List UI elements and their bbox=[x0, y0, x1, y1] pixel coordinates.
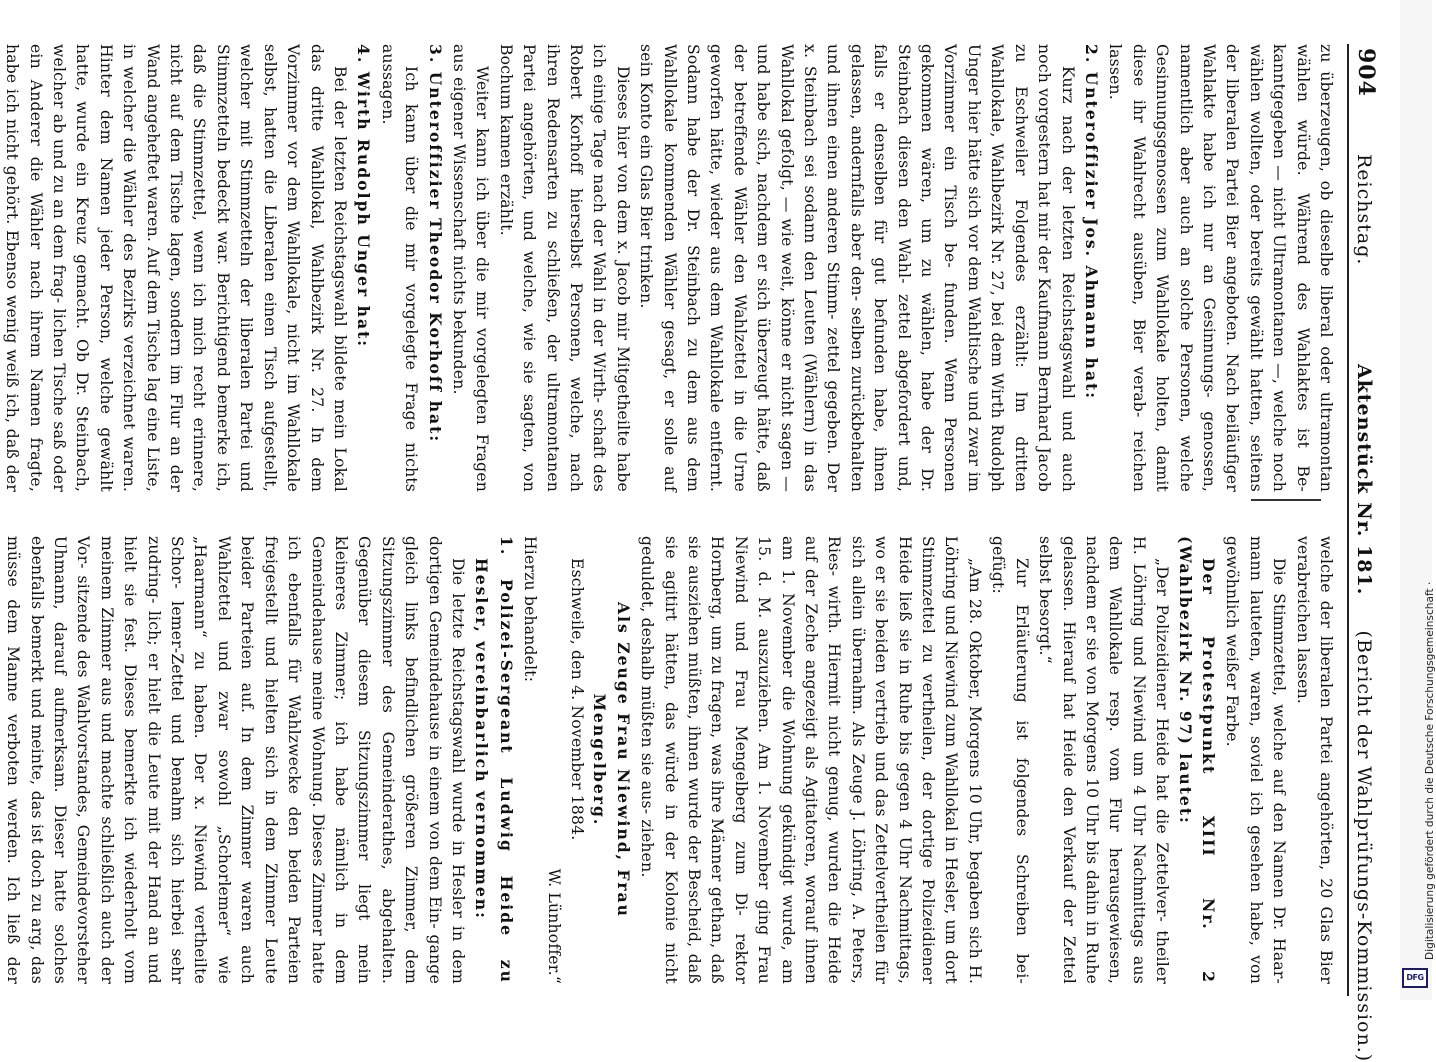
page-number: 904 bbox=[1353, 48, 1379, 97]
paragraph: Die Stimmzettel, welche auf den Namen Dr. Haar- mann lauteten, waren, soviel ich gesehen habe, von gewöhnlich weißer Farbe. bbox=[1223, 536, 1289, 984]
header-note: (Bericht der Wahlprüfungs-Kommission.) bbox=[1353, 630, 1375, 1062]
funding-note: Digitalisierung gefördert durch die Deutsche Forschungsgemeinschaft · bbox=[1424, 581, 1436, 960]
column-divider bbox=[1251, 499, 1321, 501]
paragraph: Kurz nach der letzten Reichstagswahl und auch noch vorgestern hat mir der Kaufmann Bernhard Jacob zu Eschweiler Folgendes erzählt: Im dritten Wahllokale, Wahlbezirk Nr. 27, bei dem Wirth Rudolph Unger hier hätte sich vor dem Wahltische und zwar im Vorzimmer ein Tisch be- funden. Wenn Personen gekommen wären, um zu wählen, habe der Dr. Steinbach diesen den Wahl- zettel abgefordert und, falls er denselben für gut befunden habe, ihnen gelassen, andernfalls aber den- selben zurückbehalten und ihnen einen anderen Stimm- zettel gegeben. Der x. Steinbach sei sodann den Leuten (Wählern) in das Wahllokal gefolgt, — wie weit, könne er nicht sagen — und habe sich, nachdem er sich überzeugt hätte, daß der betreffende Wähler den Wahlzettel in die Urne geworfen hätte, wieder aus dem Wahllokale entfernt. Sodann habe der Dr. Steinbach zu dem aus dem Wahllokale kommenden Wähler gesagt, er solle auf sein Konto ein Glas Bier trinken. bbox=[637, 44, 1077, 493]
paragraph: Zur Erläuterung ist folgendes Schreiben bei- gefügt: bbox=[989, 536, 1031, 984]
paragraph: Die letzte Reichstagswahl wurde in Hesler in dem dortigen Gemeindehause in einem von dem Ein- gange gleich links befindlichen größeren Zimmer, dem Sitzungszimmer des Gemeinderathes, abgehalten. Gegenüber diesem Sitzungszimmer liegt mein kleineres Zimmer; ich habe nämlich in dem Gemeindehause meine Wohnung. Dieses Zimmer hatte ich ebenfalls für Wahlzwecke den beiden Parteien freigestellt und hielten sich in dem Zimmer Leute beider Parteien auf. In dem Zimmer waren auch Wahlzettel und zwar sowohl „Schorlemer“ wie „Haarmann“ zu haben. Der x. Niewind vertheilte Schor- lemer-Zettel und benahm sich hierbei sehr zudring- lich; er hielt die Leute mit der Hand an und hielt sie fest. Dieses bemerkte ich wiederholt vom meinem Zimmer aus und machte schließlich auch der Vor- sitzende des Wahlvorstandes, Gemeindevorsteher Uhmann, darauf aufmerksam. Dieser hatte solches ebenfalls bemerkt und meinte, das ist doch zu arg, das müsse dem Manne verboten werden. Ich ließ der bbox=[4, 536, 467, 984]
running-header bbox=[1353, 154, 1375, 1062]
paragraph: welche der liberalen Partei angehörten, 20 Glas Bier verabreichen lassen. bbox=[1293, 536, 1335, 984]
paragraph: zu überzeugen, ob dieselbe liberal oder ultramontan wählen würde. Während des Wahlaktes ist Be- kanntgegeben — nicht Ultramontanen —, welche noch wählen wollten, oder bereits gewählt hatten, seitens der liberalen Partei Bier angeboten. Nach beiläufiger Wahlakte habe ich nur an Gesinnungs- genossen, namentlich aber auch an solche Personen, welche Gesinnungsgenossen zum Wahllokale holten, damit diese ihr Wahlrecht ausüben, Bier verab- reichen lassen. bbox=[1106, 44, 1335, 492]
paragraph: „Der Polizeidiener Heide hat die Zettelver- theiler H. Löhring und Niewind um 4 Uhr Nachmittags aus dem Wahllokale resp. vom Flur herausgewiesen, nachdem er sie von Morgens 10 Uhr bis dahin in Ruhe gelassen. Hierauf hat Heide den Verkauf der Zettel selbst besorgt.“ bbox=[1036, 536, 1172, 984]
witness-line: Als Zeuge Frau Niewind, Frau Mengelberg. bbox=[590, 601, 633, 918]
witness-heading: 1. Polizei-Sergeant Ludwig Heide zu Hesler, vereinbarlich vernommen: bbox=[472, 536, 516, 984]
witness-heading: 3. Unteroffizier Theodor Korhoff hat: bbox=[425, 44, 445, 444]
paragraph: Ich kann über die mir vorgelegte Frage nichts aussagen. bbox=[378, 44, 421, 492]
paragraph: Weiter kann ich über die mir vorgelegten Fragen aus eigener Wissenschaft nichts bekunden. bbox=[449, 44, 492, 492]
digitization-sidebar bbox=[1400, 0, 1436, 1000]
left-column bbox=[3, 44, 1337, 493]
dfg-logo: DFG bbox=[1402, 968, 1428, 988]
witness-heading: 2. Unteroffizier Jos. Ahmann hat: bbox=[1081, 44, 1101, 401]
paragraph: „Am 28. Oktober, Morgens 10 Uhr, begaben sich H. Löhring und Niewind zum Wahllokal in Hesler, um dort Stimmzettel zu vertheilen, der dortige Polizeidiener Heide ließ sie in Ruhe bis gegen 4 Uhr Nachmittags, wo er sie beiden vertrieb und das Zettelvertheilen für sich allein übernahm. Als Zeuge J. Löhring, A. Peters, Ries- wirth. Hiermit nicht genug, wurden die Heide auf der Zeche angezeigt als Agitatoren, worauf ihnen am 1. November die Wohnung gekündigt wurde, am 15. d. M. auszuziehen. Am 1. November ging Frau Niewind und Frau Mengelberg zum Di- rektor Hornberg, um zu fragen, was ihre Männer gethan, daß sie ausziehen müßten, ihnen wurde der Bescheid, daß sie agitirt hätten, das würde in der Kolonie nicht geduldet, deshalb müßten sie aus- ziehen. bbox=[638, 536, 984, 984]
protest-heading: Der Protestpunkt XIII Nr. 2 (Wahlbezirk Nr. 97) lautet: bbox=[1175, 536, 1218, 984]
place-date: Eschweile, den 4. November 1884. bbox=[568, 558, 586, 841]
header-section: Reichstag. bbox=[1353, 154, 1375, 266]
paragraph: Hierzu behandelt: bbox=[521, 536, 540, 683]
header-document: Aktenstück Nr. 181. bbox=[1353, 363, 1375, 596]
paragraph: Dieses hier von dem x. Jacob mir Mitgetheilte habe ich einige Tage nach der Wahl in der Wirth- schaft des Robert Korhoff hierselbst Personen, welche, nach ihren Redensarten zu schließen, der ultramontanen Partei angehörten, und welche, wie sie sagten, von Bochum kamen erzählt. bbox=[496, 44, 632, 492]
page-header bbox=[1347, 44, 1379, 1062]
right-column bbox=[4, 536, 1337, 984]
paragraph: Bei der letzten Reichstagswahl bildete mein Lokal das dritte Wahllokal, Wahlbezirk Nr. 27. In dem Vorzimmer vor dem Wahllokale, nicht im Wahllokale selbst, hatten die Liberalen einen Tisch aufgestellt, welcher mit Stimmzetteln der liberalen Partei und Stimmzetteln bedeckt war. Berichtigend bemerke ich, daß die Stimmzettel, wenn ich mich recht erinnere, nicht auf dem Tische lagen, sondern im Flur an der Wand angeheftet waren. Auf dem Tische lag eine Liste, in welcher die Wähler des Bezirks verzeichnet waren. Hinter dem Namen jeder Person, welche gewählt hatte, wurde ein Kreuz gemacht. Ob Dr. Steinbach, welcher ab und zu an dem frag- lichen Tische saß oder ein Anderer die Wähler nach ihrem Namen fragte, habe ich nicht gehört. Ebenso wenig weiß ich, daß der bbox=[3, 44, 349, 492]
document-page bbox=[3, 44, 1379, 1062]
witness-heading: 4. Wirth Rudolph Unger hat: bbox=[354, 44, 374, 349]
signature: W. Lünhoffer.“ bbox=[544, 868, 563, 984]
